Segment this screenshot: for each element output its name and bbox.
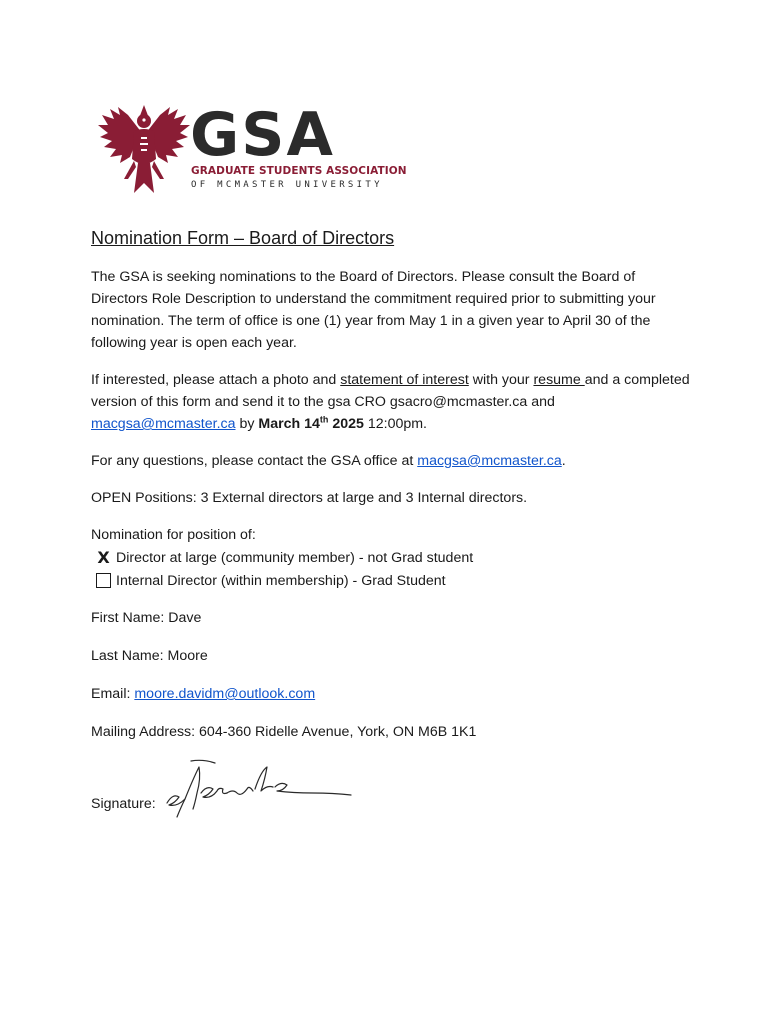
email-value-link[interactable]: moore.davidm@outlook.com [134,686,316,702]
deadline-date [258,416,364,432]
checkbox-unchecked-icon[interactable] [96,573,111,588]
statement-of-interest-link[interactable]: statement of interest [340,372,469,388]
macgsa-email-link[interactable]: macgsa@mcmaster.ca [91,416,236,432]
deadline-year: 2025 [328,416,364,432]
questions-email-link[interactable]: macgsa@mcmaster.ca [417,453,562,469]
option-label: Director at large (community member) - not Grad student [116,549,474,566]
first-name-label: First Name: [91,610,169,626]
first-name-field [91,607,691,629]
deadline-time: 12:00pm. [363,416,428,432]
logo-subtitle: GRADUATE STUDENTS ASSOCIATION [191,165,407,177]
checkbox-checked-icon[interactable]: X [97,548,110,567]
last-name-value[interactable]: Moore [167,648,208,664]
position-selection [91,524,691,592]
position-label: Nomination for position of: [91,527,256,543]
email-field [91,683,691,705]
signature-field [91,759,691,819]
position-option-internal-director[interactable] [91,569,691,592]
signature-image[interactable] [163,759,353,823]
gsa-logo [98,100,407,195]
resume-link[interactable]: resume [533,372,585,388]
first-name-value[interactable]: Dave [168,610,202,626]
questions-paragraph [91,450,691,472]
logo-university: OF MCMASTER UNIVERSITY [191,180,383,190]
instr-text: and a completed version of this form and send it to the gsa CRO gsacro@mcmaster.ca and [91,372,690,410]
email-label: Email: [91,686,135,702]
option-label: Internal Director (within membership) - Grad Student [116,572,446,589]
address-value[interactable]: 604-360 Ridelle Avenue, York, ON M6B 1K1 [199,724,477,740]
logo-wordmark: GSA [190,100,335,170]
open-positions: OPEN Positions: 3 External directors at large and 3 Internal directors. [91,490,528,506]
position-option-director-at-large[interactable] [91,546,691,569]
last-name-field [91,645,691,667]
questions-text: For any questions, please contact the GSA office at [91,453,418,469]
address-label: Mailing Address: [91,724,200,740]
instr-text: by [235,416,259,432]
last-name-label: Last Name: [91,648,168,664]
signature-label: Signature: [91,796,156,812]
questions-text: . [561,453,566,469]
instr-text: with your [468,372,534,388]
deadline-suffix: th [319,414,329,425]
instructions-paragraph [91,369,691,435]
form-content [91,226,691,819]
form-title: Nomination Form – Board of Directors [91,228,395,248]
instr-text: If interested, please attach a photo and [91,372,341,388]
intro-paragraph: The GSA is seeking nominations to the Board of Directors. Please consult the Board of Directors Role Description to understand the commitment required prior to submitting your nomination. The term of office is one (1) year from May 1 in a given year to April 30 of the following year is open each year. [91,269,656,351]
address-field [91,721,691,743]
deadline-month: March 14 [258,416,320,432]
eagle-emblem-icon [98,103,190,195]
